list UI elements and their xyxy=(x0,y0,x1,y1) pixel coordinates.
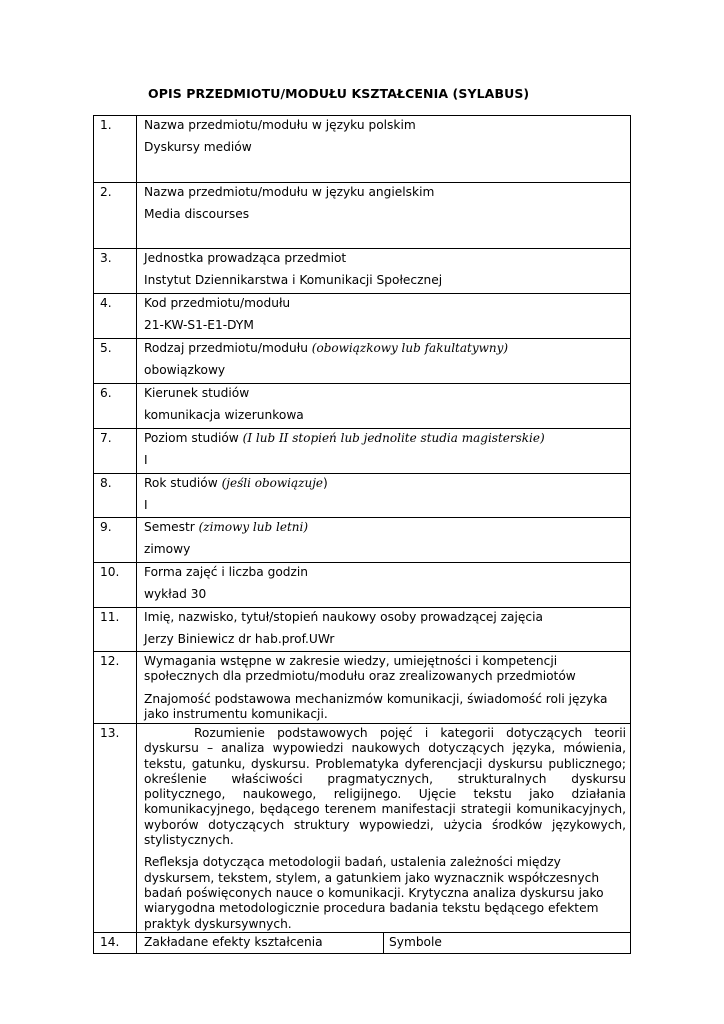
field-value: 21-KW-S1-E1-DYM xyxy=(144,318,254,333)
row-number: 1. xyxy=(94,116,137,183)
row-content xyxy=(137,294,631,339)
field-value: Znajomość podstawowa mechanizmów komunikacji, świadomość roli języka jako instrumentu komunikacji. xyxy=(144,691,608,721)
field-label: Forma zajęć i liczba godzin xyxy=(144,565,309,579)
table-row xyxy=(94,339,631,384)
table-row xyxy=(94,116,631,183)
field-value: wykład 30 xyxy=(144,587,207,602)
table-row xyxy=(94,474,631,518)
field-label: Jednostka prowadząca przedmiot xyxy=(144,251,347,265)
table-row xyxy=(94,384,631,429)
field-value: komunikacja wizerunkowa xyxy=(144,408,304,423)
table-row xyxy=(94,608,631,652)
table-row xyxy=(94,652,631,724)
row-content xyxy=(137,249,631,294)
label-text: Poziom studiów xyxy=(144,431,243,445)
field-label: Imię, nazwisko, tytuł/stopień naukowy osoby prowadzącej zajęcia xyxy=(144,610,543,624)
label-text: Semestr xyxy=(144,520,199,534)
row-content xyxy=(137,339,631,384)
row-number: 12. xyxy=(94,652,137,724)
table-row xyxy=(94,183,631,249)
learning-outcomes-header: Zakładane efekty kształcenia xyxy=(137,932,384,953)
table-row xyxy=(94,294,631,339)
row-content xyxy=(137,116,631,183)
field-label xyxy=(144,431,626,446)
row-number: 8. xyxy=(94,474,137,518)
row-number: 11. xyxy=(94,608,137,652)
field-value: Jerzy Biniewicz dr hab.prof.UWr xyxy=(144,632,335,647)
row-content xyxy=(137,474,631,518)
label-note: (zimowy lub letni) xyxy=(198,520,309,534)
label-suffix: ) xyxy=(323,476,328,490)
table-row xyxy=(94,563,631,608)
label-text: Rok studiów xyxy=(144,476,222,490)
row-number: 5. xyxy=(94,339,137,384)
symbols-header: Symbole xyxy=(384,932,631,953)
table-row xyxy=(94,518,631,563)
row-content xyxy=(137,384,631,429)
label-note: (jeśli obowiązuje xyxy=(221,476,324,490)
field-value: Dyskursy mediów xyxy=(144,140,252,155)
row-number: 6. xyxy=(94,384,137,429)
table-row xyxy=(94,724,631,933)
field-value: Media discourses xyxy=(144,207,250,222)
row-content xyxy=(137,563,631,608)
row-content xyxy=(137,724,631,933)
row-content xyxy=(137,429,631,474)
row-number: 14. xyxy=(94,932,137,953)
field-value: zimowy xyxy=(144,542,191,557)
row-number: 10. xyxy=(94,563,137,608)
label-note: (obowiązkowy lub fakultatywny) xyxy=(311,341,509,355)
page-title: OPIS PRZEDMIOTU/MODUŁU KSZTAŁCENIA (SYLABUS) xyxy=(148,86,530,101)
field-label xyxy=(144,341,626,356)
field-label xyxy=(144,476,626,491)
row-number: 3. xyxy=(94,249,137,294)
row-content xyxy=(137,518,631,563)
label-text: Rodzaj przedmiotu/modułu xyxy=(144,341,312,355)
field-value: I xyxy=(144,453,148,468)
field-label: Nazwa przedmiotu/modułu w języku polskim xyxy=(144,118,416,132)
table-row xyxy=(94,429,631,474)
course-description-paragraph: Rozumienie podstawowych pojęć i kategorii dotyczących teorii dyskursu – analiza wypowiedzi naukowych dotyczących języka, mówienia, tekstu, gatunku, dyskursu. Problematyka dyferencjacji dyskursu publicznego; określenie właściwości pragmatycznych, strukturalnych dyskursu politycznego, naukowego, religijnego. Ujęcie tekstu jako działania komunikacyjnego, będącego terenem manifestacji strategii komunikacyjnych, wyborów dotyczących struktury wypowiedzi, użycia środków językowych, stylistycznych. xyxy=(144,726,626,848)
field-value: I xyxy=(144,498,148,513)
field-label xyxy=(144,520,626,535)
row-number: 4. xyxy=(94,294,137,339)
row-number: 7. xyxy=(94,429,137,474)
field-label: Nazwa przedmiotu/modułu w języku angielskim xyxy=(144,185,435,199)
field-label: Wymagania wstępne w zakresie wiedzy, umiejętności i kompetencji społecznych dla przedmiotu/modułu oraz zrealizowanych przedmiotów xyxy=(144,654,576,684)
field-value: obowiązkowy xyxy=(144,363,226,378)
field-label: Kierunek studiów xyxy=(144,386,250,400)
table-row xyxy=(94,249,631,294)
row-number: 2. xyxy=(94,183,137,249)
course-description-paragraph: Refleksja dotycząca metodologii badań, ustalenia zależności między dyskursem, tekstem, stylem, a gatunkiem jako wyznacznik współczesnych badań poświęconych nauce o komunikacji. Krytyczna analiza dyskursu jako wiarygodna metodologicznie procedura badania tekstu będącego efektem praktyk dyskursywnych. xyxy=(144,855,604,931)
row-number: 13. xyxy=(94,724,137,933)
row-content xyxy=(137,652,631,724)
field-value: Instytut Dziennikarstwa i Komunikacji Społecznej xyxy=(144,273,443,288)
syllabus-table xyxy=(93,115,631,954)
row-number: 9. xyxy=(94,518,137,563)
row-content xyxy=(137,183,631,249)
row-content xyxy=(137,608,631,652)
field-label: Kod przedmiotu/modułu xyxy=(144,296,291,310)
table-row xyxy=(94,932,631,953)
label-note: (I lub II stopień lub jednolite studia magisterskie) xyxy=(242,431,545,445)
